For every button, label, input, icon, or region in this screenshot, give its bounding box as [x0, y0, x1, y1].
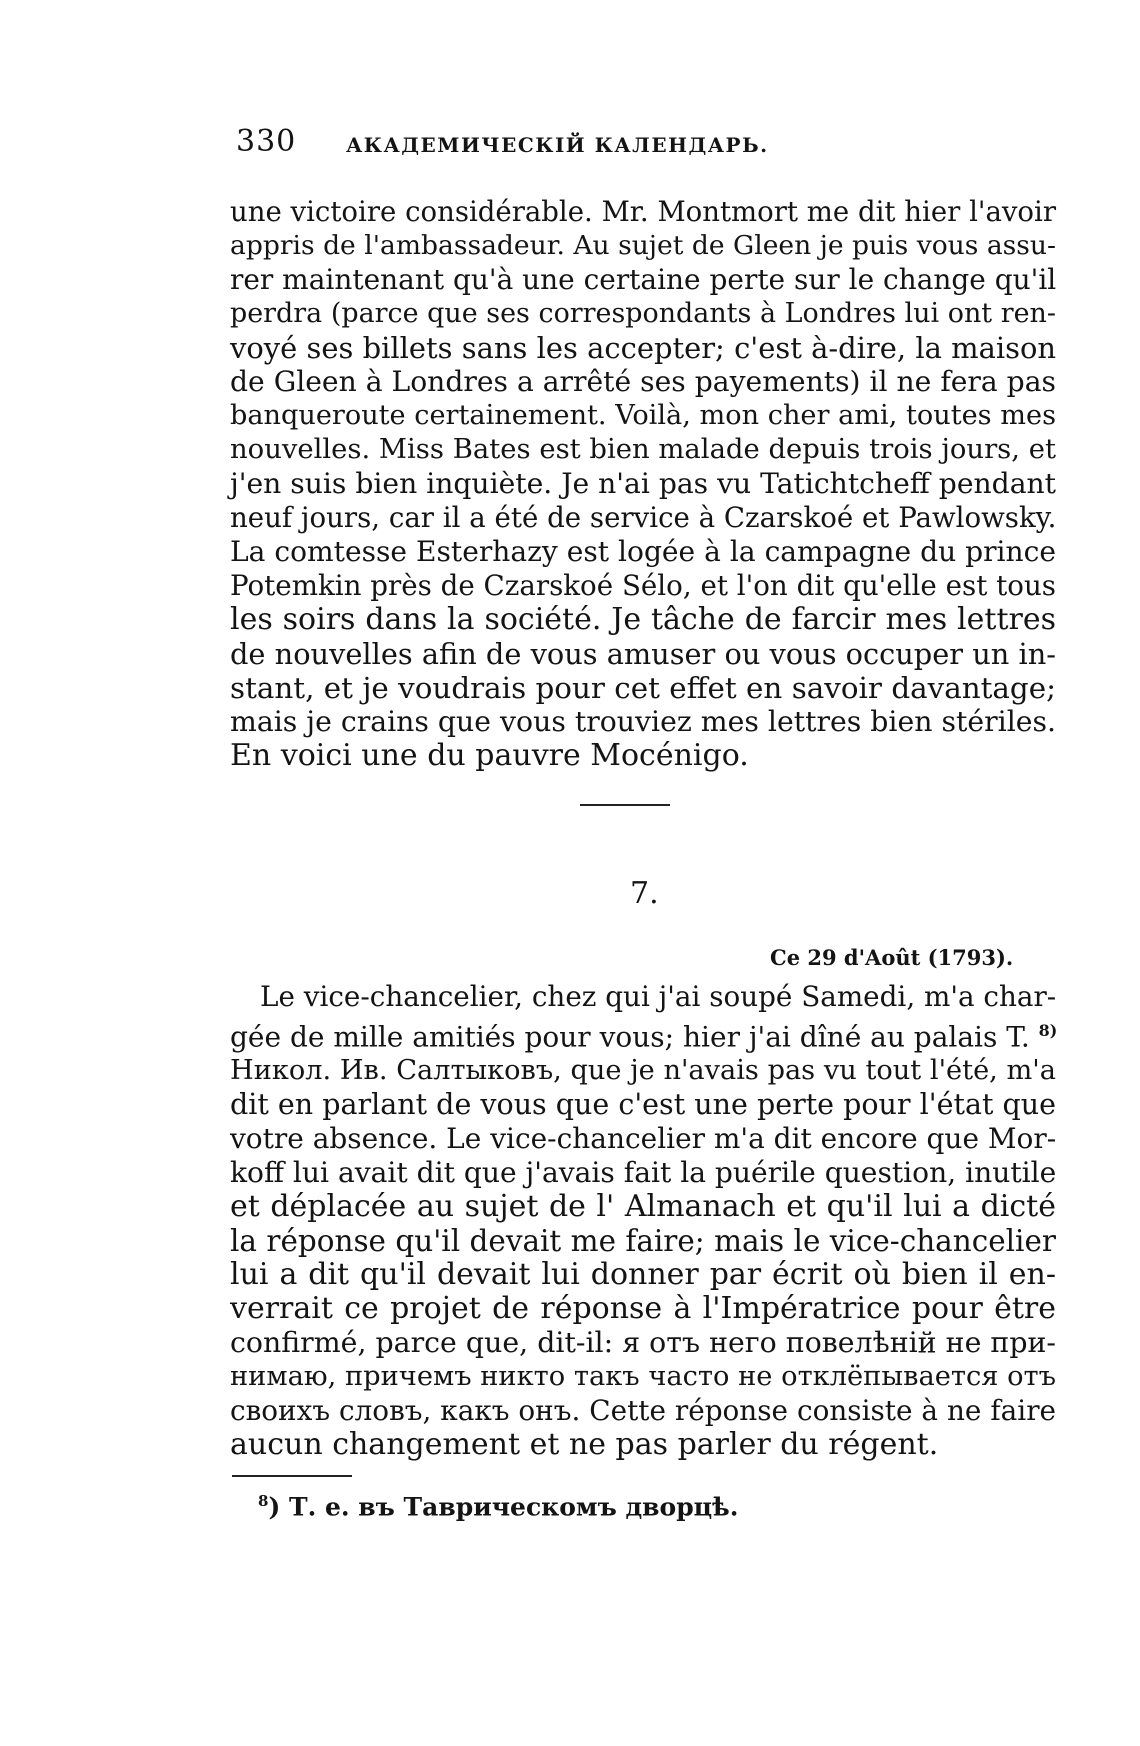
text-line: Никол. Ив. Салтыковъ, que je n'avais pas vu tout l'été, m'a: [230, 1055, 1056, 1087]
text-line-content: gée de mille amitiés pour vous; hier j'ai dîné au palais T.: [230, 1020, 1030, 1054]
text-line: les soirs dans la société. Je tâche de farcir mes lettres: [230, 602, 1056, 637]
text-line: votre absence. Le vice-chancelier m'a dit encore que Mor-: [230, 1122, 1057, 1156]
footnote: [258, 1492, 738, 1521]
footnote-divider: [232, 1475, 352, 1477]
text-line: verrait ce projet de réponse à l'Impératrice pour être: [230, 1291, 1056, 1327]
text-line: stant, et je voudrais pour cet effet en savoir davantage;: [230, 671, 1056, 705]
footnote-text: ) Т. е. въ Таврическомъ дворцѣ.: [268, 1492, 739, 1522]
footnote-reference: 8): [1038, 1021, 1058, 1040]
text-line: En voici une du pauvre Mocénigo.: [230, 738, 749, 773]
letter-date: Ce 29 d'Août (1793).: [770, 945, 1014, 970]
paragraph-continuation: [230, 195, 1056, 773]
text-line: Potemkin près de Czarskoé Sélo, et l'on dit qu'elle est tous: [230, 569, 1056, 602]
text-line: aucun changement et ne pas parler du régent.: [230, 1427, 939, 1463]
text-line: et déplacée au sujet de l' Almanach et qu'il lui a dicté: [230, 1189, 1056, 1225]
text-line: mais je crains que vous trouviez mes lettres bien stériles.: [230, 705, 1057, 738]
text-line: rer maintenant qu'à une certaine perte sur le change qu'il: [230, 263, 1057, 296]
text-line: lui a dit qu'il devait lui donner par écrit où bien il en-: [230, 1257, 1056, 1293]
text-line: [230, 1014, 1056, 1054]
section-divider: [580, 804, 670, 806]
text-line: neuf jours, car il a été de service à Czarskoé et Pawlowsky.: [230, 501, 1057, 534]
text-line: la réponse qu'il devait me faire; mais le vice-chancelier: [230, 1224, 1056, 1259]
text-line: нимаю, причемъ никто такъ часто не отклёпывается отъ: [230, 1361, 1056, 1393]
text-line: confirmé, parce que, dit-il: я отъ него повелѣній не при-: [230, 1326, 1056, 1360]
running-title: АКАДЕМИЧЕСКІЙ КАЛЕНДАРЬ.: [346, 133, 769, 157]
text-line: своихъ словъ, какъ онъ. Cette réponse consiste à ne faire: [230, 1394, 1056, 1428]
text-line: dit en parlant de vous que c'est une perte pour l'état que: [230, 1088, 1056, 1122]
text-line: koff lui avait dit que j'avais fait la puérile question, inutile: [230, 1156, 1057, 1190]
text-line: Le vice-chancelier, chez qui j'ai soupé Samedi, m'a char-: [260, 980, 1057, 1013]
text-line: de Gleen à Londres a arrêté ses payements) il ne fera pas: [230, 365, 1056, 398]
letter-number: 7.: [630, 876, 659, 911]
text-line: une victoire considérable. Mr. Montmort me dit hier l'avoir: [230, 196, 1056, 228]
text-line: voyé ses billets sans les accepter; c'est à-dire, la maison: [230, 331, 1056, 365]
text-line: de nouvelles afin de vous amuser ou vous occuper un in-: [230, 637, 1056, 671]
footnote-mark: 8: [258, 1492, 269, 1510]
text-line: j'en suis bien inquiète. Je n'ai pas vu Tatichtcheff pendant: [230, 467, 1056, 500]
text-line: La comtesse Esterhazy est logée à la campagne du prince: [230, 535, 1056, 568]
text-line: nouvelles. Miss Bates est bien malade depuis trois jours, et: [230, 434, 1056, 465]
text-line: appris de l'ambassadeur. Au sujet de Gleen je puis vous assu-: [230, 230, 1056, 261]
letter-body: [230, 980, 1056, 1462]
text-line: perdra (parce que ses correspondants à Londres lui ont ren-: [230, 298, 1056, 329]
text-line: banqueroute certainement. Voilà, mon cher ami, toutes mes: [230, 400, 1056, 431]
page-number: 330: [236, 124, 297, 159]
